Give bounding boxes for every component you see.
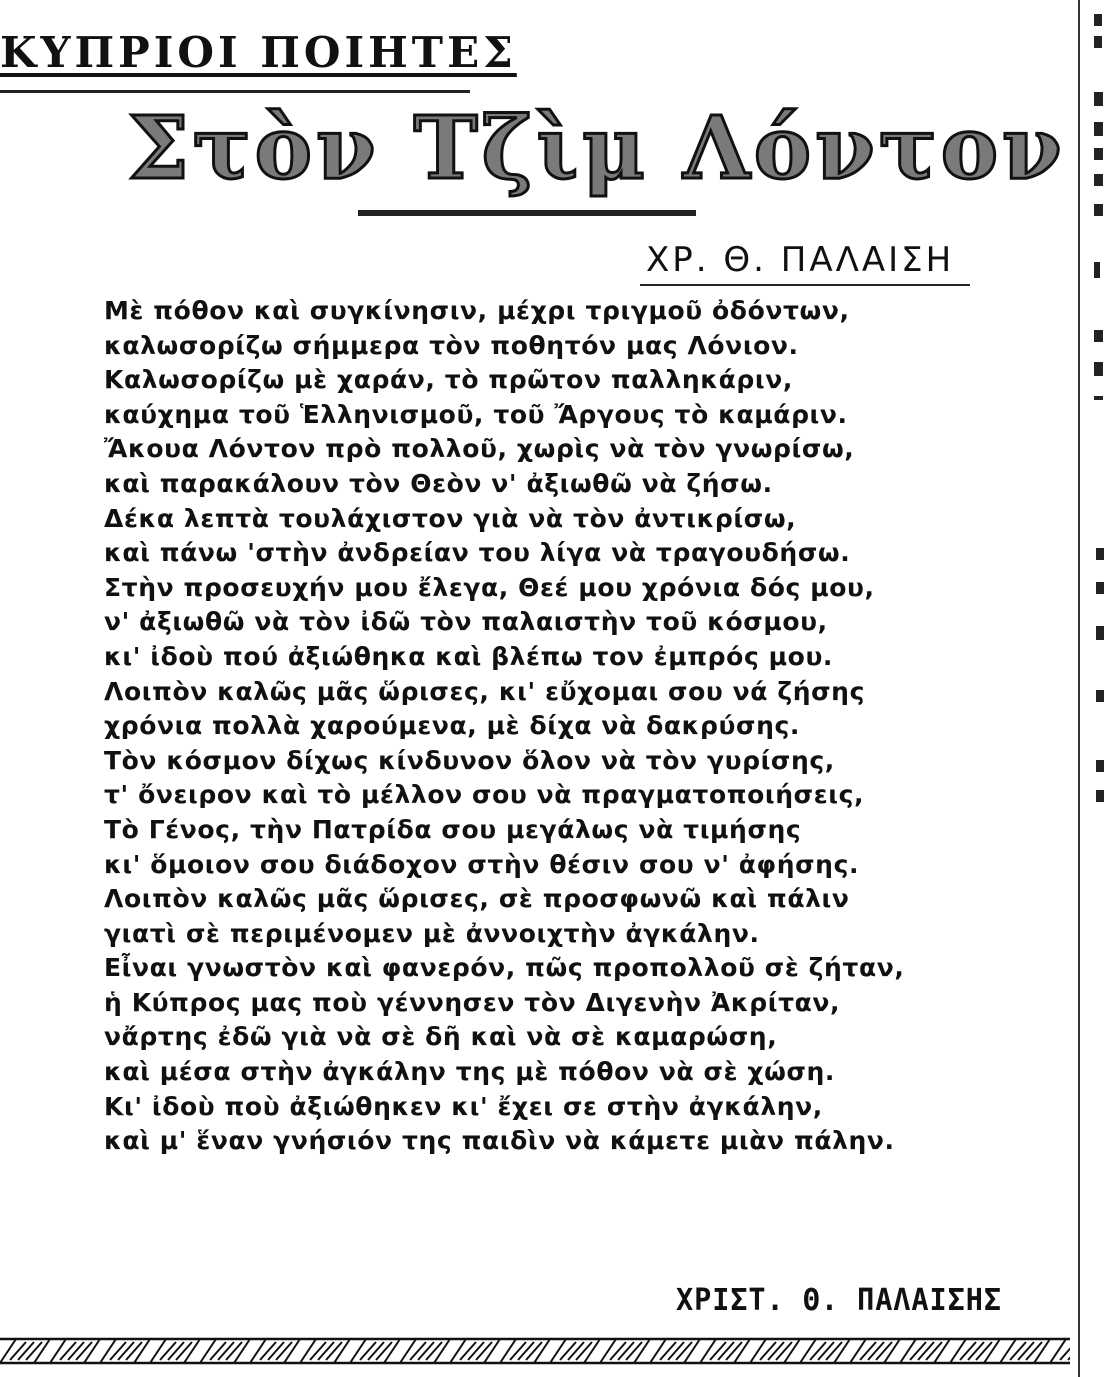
poem-line: κι' ὅμοιον σου διάδοχον στὴν θέσιν σου ν' ἀφήσης.: [104, 849, 860, 879]
poem-line: Στὴν προσευχήν μου ἔλεγα, Θεέ μου χρόνια δός μου,: [104, 572, 875, 602]
poem-line: νἄρτης ἐδῶ γιὰ νὰ σὲ δῆ καὶ νὰ σὲ καμαρώση,: [104, 1022, 778, 1052]
poem-line: ἡ Κύπρος μας ποὺ γέννησεν τὸν Διγενὴν Ἀκρίταν,: [104, 987, 841, 1017]
poem-line: Κι' ἰδοὺ ποὺ ἀξιώθηκεν κι' ἔχει σε στὴν ἀγκάλην,: [104, 1091, 823, 1121]
adjacent-column-fragment: [1092, 0, 1106, 1377]
column-divider: [1078, 0, 1080, 1377]
poem-line: Τὸ Γένος, τὴν Πατρίδα σου μεγάλως νὰ τιμήσης: [104, 814, 802, 844]
poem-line: καὶ παρακάλουν τὸν Θεὸν ν' ἀξιωθῶ νὰ ζήσω.: [104, 468, 773, 498]
poem-line: χρόνια πολλὰ χαρούμενα, μὲ δίχα νὰ δακρύσης.: [104, 711, 801, 741]
poem-line: καύχημα τοῦ Ἑλληνισμοῦ, τοῦ Ἄργους τὸ καμάριν.: [104, 399, 848, 429]
poem-line: Λοιπὸν καλῶς μᾶς ὥρισες, κι' εὔχομαι σου νά ζήσης: [104, 676, 865, 706]
author-signature: ΧΡΙΣΤ. Θ. ΠΑΛΑΙΣΗΣ: [676, 1283, 1002, 1318]
poem-line: ν' ἀξιωθῶ νὰ τὸν ἰδῶ τὸν παλαιστὴν τοῦ κόσμου,: [104, 607, 828, 637]
poem-line: κι' ἰδοὺ πού ἀξιώθηκα καὶ βλέπω τον ἐμπρός μου.: [104, 641, 834, 671]
poem-line: καὶ μ' ἕναν γνήσιόν της παιδὶν νὰ κάμετε μιὰν πάλην.: [104, 1126, 895, 1156]
poem-line: Τὸν κόσμον δίχως κίνδυνον ὅλον νὰ τὸν γυρίσης,: [104, 745, 835, 775]
poem-line: Λοιπὸν καλῶς μᾶς ὥρισες, σὲ προσφωνῶ καὶ πάλιν: [104, 884, 850, 914]
title-rule: [358, 210, 696, 216]
poem-line: τ' ὄνειρον καὶ τὸ μέλλον σου νὰ πραγματοποιήσεις,: [104, 780, 865, 810]
poem-line: Καλωσορίζω μὲ χαράν, τὸ πρῶτον παλληκάριν,: [104, 365, 793, 395]
cropped-text-marks: [1092, 0, 1106, 1377]
author-byline: ΧΡ. Θ. ΠΑΛΑΙΣΗ: [646, 240, 955, 280]
poem-line: γιατὶ σὲ περιμένομεν μὲ ἀννοιχτὴν ἀγκάλην.: [104, 918, 760, 948]
poem-line: καὶ πάνω 'στὴν ἀνδρείαν του λίγα νὰ τραγουδήσω.: [104, 538, 851, 568]
poem-line: Εἶναι γνωστὸν καὶ φανερόν, πῶς προπολλοῦ σὲ ζήταν,: [104, 953, 905, 983]
poem-line: Ἄκουα Λόντον πρὸ πολλοῦ, χωρὶς νὰ τὸν γνωρίσω,: [104, 434, 855, 464]
poem-line: Δέκα λεπτὰ τουλάχιστον γιὰ νὰ τὸν ἀντικρίσω,: [104, 503, 797, 533]
decorative-border: [0, 1336, 1070, 1366]
poem-line: καλωσορίζω σήμμερα τὸν ποθητόν μας Λόνιον.: [104, 330, 799, 360]
section-header: ΚΥΠΡΙΟΙ ΠΟΙΗΤΕΣ: [0, 28, 517, 77]
poem-line: καὶ μέσα στὴν ἀγκάλην της μὲ πόθον νὰ σὲ χώση.: [104, 1057, 836, 1087]
poem-title: Στὸν Τζὶμ Λόντον: [128, 98, 1066, 199]
author-rule: [640, 284, 970, 286]
poem-line: Μὲ πόθον καὶ συγκίνησιν, μέχρι τριγμοῦ ὀδόντων,: [104, 296, 850, 325]
section-header-rule: [0, 90, 470, 93]
poem-body: [104, 294, 994, 1159]
